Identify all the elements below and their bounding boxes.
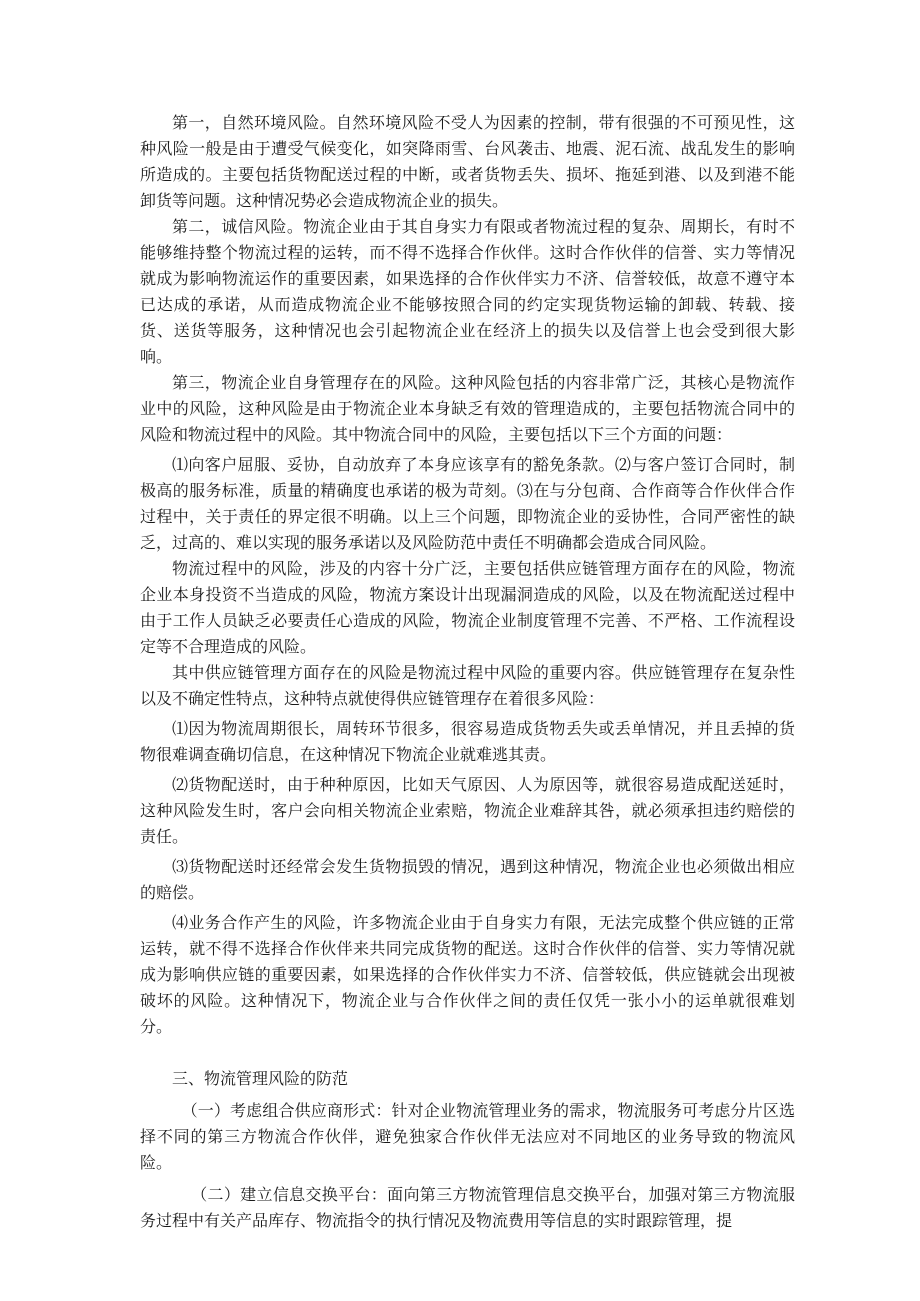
list-item-2: ⑵货物配送时，由于种种原因，比如天气原因、人为原因等，就很容易造成配送延时，这种风险发生时，客户会向相关物流企业索赔，物流企业难辞其咎，就必须承担违约赔偿的责任。 <box>140 775 795 846</box>
document-page <box>140 110 795 1234</box>
list-item-4: ⑷业务合作产生的风险，许多物流企业由于自身实力有限，无法完成整个供应链的正常运转，就不得不选择合作伙伴来共同完成货物的配送。这时合作伙伴的信誉、实力等情况就成为影响供应链的重要因素，如果选择的合作伙伴实力不济、信誉较低，供应链就会出现被破坏的风险。这种情况下，物流企业与合作伙伴之间的责任仅凭一张小小的运单就很难划分。 <box>140 913 795 1036</box>
paragraph-process-risk: 物流过程中的风险，涉及的内容十分广泛，主要包括供应链管理方面存在的风险，物流企业本身投资不当造成的风险，物流方案设计出现漏洞造成的风险，以及在物流配送过程中由于工作人员缺乏必要责任心造成的风险，物流企业制度管理不完善、不严格、工作流程设定等不合理造成的风险。 <box>140 559 795 656</box>
paragraph-management-risk: 第三，物流企业自身管理存在的风险。这种风险包括的内容非常广泛，其核心是物流作业中的风险，这种风险是由于物流企业本身缺乏有效的管理造成的，主要包括物流合同中的风险和物流过程中的风险。其中物流合同中的风险，主要包括以下三个方面的问题： <box>140 373 795 444</box>
list-item-1: ⑴因为物流周期很长，周转环节很多，很容易造成货物丢失或丢单情况，并且丢掉的货物很难调查确切信息，在这种情况下物流企业就难逃其责。 <box>140 719 795 764</box>
paragraph-integrity-risk: 第二，诚信风险。物流企业由于其自身实力有限或者物流过程的复杂、周期长，有时不能够维持整个物流过程的运转，而不得不选择合作伙伴。这时合作伙伴的信誉、实力等情况就成为影响物流运作的重要因素，如果选择的合作伙伴实力不济、信誉较低，故意不遵守本已达成的承诺，从而造成物流企业不能够按照合同的约定实现货物运输的卸载、转载、接货、送货等服务，这种情况也会引起物流企业在经济上的损失以及信誉上也会受到很大影响。 <box>140 217 795 366</box>
paragraph-contract-risk-list: ⑴向客户屈服、妥协，自动放弃了本身应该享有的豁免条款。⑵与客户签订合同时，制极高的服务标准，质量的精确度也承诺的极为苛刻。⑶在与分包商、合作商等合作伙伴合作过程中，关于责任的界定很不明确。以上三个问题，即物流企业的妥协性，合同严密性的缺乏，过高的、难以实现的服务承诺以及风险防范中责任不明确都会造成合同风险。 <box>140 455 795 552</box>
paragraph-supply-chain-risk: 其中供应链管理方面存在的风险是物流过程中风险的重要内容。供应链管理存在复杂性以及不确定性特点，这种特点就使得供应链管理存在着很多风险： <box>140 663 795 708</box>
section-heading: 三、物流管理风险的防范 <box>172 1069 349 1088</box>
section-item-2: （二）建立信息交换平台：面向第三方物流管理信息交换平台，加强对第三方物流服务过程中有关产品库存、物流指令的执行情况及物流费用等信息的实时跟踪管理，提 <box>140 1185 795 1230</box>
list-item-3: ⑶货物配送时还经常会发生货物损毁的情况，遇到这种情况，物流企业也必须做出相应的赔偿。 <box>140 857 795 902</box>
paragraph-natural-risk: 第一，自然环境风险。自然环境风险不受人为因素的控制，带有很强的不可预见性，这种风险一般是由于遭受气候变化，如突降雨雪、台风袭击、地震、泥石流、战乱发生的影响所造成的。主要包括货物配送过程的中断，或者货物丢失、损坏、拖延到港、以及到港不能卸货等问题。这种情况势必会造成物流企业的损失。 <box>140 113 795 210</box>
section-item-1: （一）考虑组合供应商形式：针对企业物流管理业务的需求，物流服务可考虑分片区选择不同的第三方物流合作伙伴，避免独家合作伙伴无法应对不同地区的业务导致的物流风险。 <box>140 1101 795 1172</box>
